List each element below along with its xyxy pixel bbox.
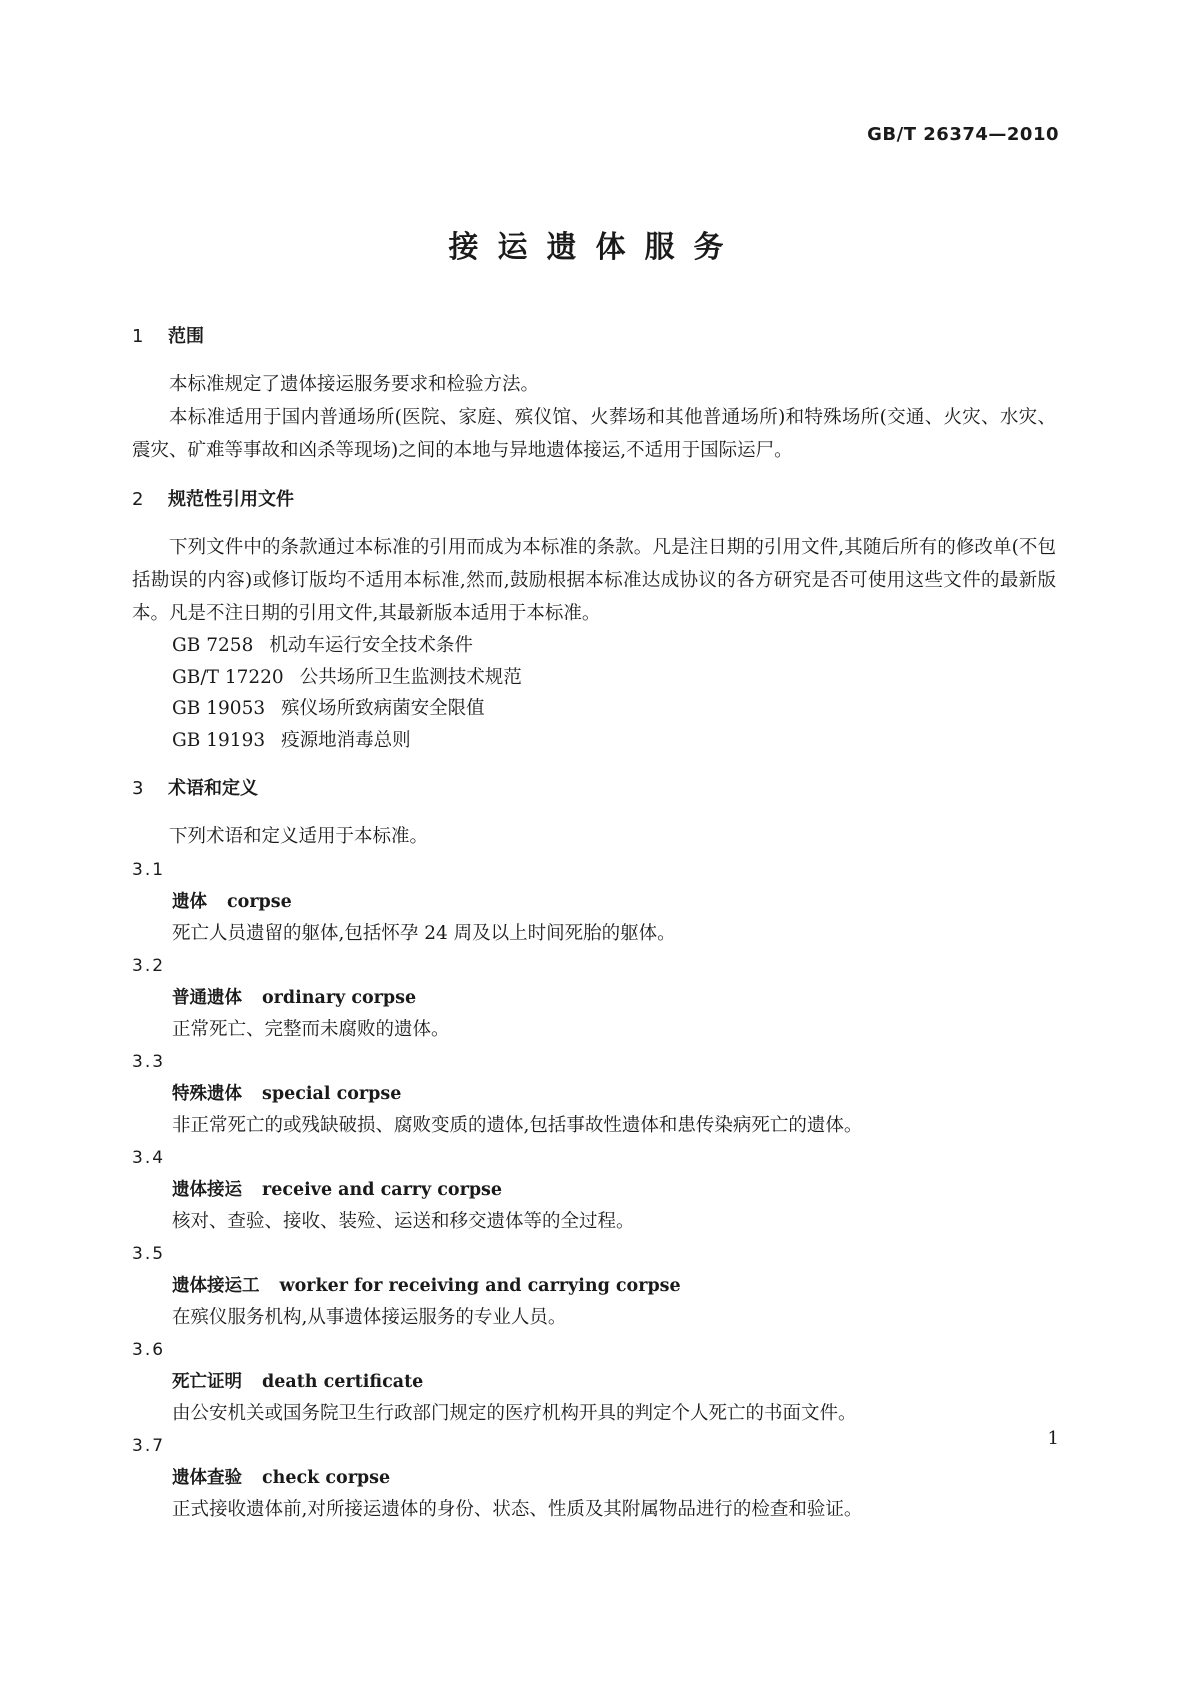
term-number: 3.2	[132, 956, 166, 976]
term-zh: 遗体查验	[172, 1468, 242, 1488]
term-heading	[132, 1367, 1056, 1398]
term-definition: 非正常死亡的或残缺破损、腐败变质的遗体,包括事故性遗体和患传染病死亡的遗体。	[172, 1115, 863, 1136]
term-number: 3.4	[132, 1148, 166, 1168]
reference-code: GB/T 17220	[172, 666, 284, 688]
reference-title: 机动车运行安全技术条件	[269, 635, 473, 656]
term-heading	[132, 983, 1056, 1014]
paragraph: 本标准适用于国内普通场所(医院、家庭、殡仪馆、火葬场和其他普通场所)和特殊场所(交通、火灾、水灾、震灾、矿难等事故和凶杀等现场)之间的本地与异地遗体接运,不适用于国际运尸。	[132, 407, 1056, 461]
term-en: corpse	[227, 892, 292, 912]
section-number: 3	[132, 778, 144, 799]
term-heading	[132, 1463, 1056, 1494]
section-heading-scope	[132, 322, 1056, 352]
term-number: 3.6	[132, 1340, 166, 1360]
term-zh: 遗体接运工	[172, 1276, 260, 1296]
term-definition: 在殡仪服务机构,从事遗体接运服务的专业人员。	[172, 1307, 567, 1328]
section-number: 1	[132, 326, 144, 347]
term-en: receive and carry corpse	[262, 1180, 503, 1200]
term-heading	[132, 1271, 1056, 1302]
term-number: 3.5	[132, 1244, 166, 1264]
term-definition: 核对、查验、接收、装殓、运送和移交遗体等的全过程。	[172, 1211, 635, 1232]
term-definition: 死亡人员遗留的躯体,包括怀孕 24 周及以上时间死胎的躯体。	[172, 923, 676, 944]
term-zh: 死亡证明	[172, 1372, 242, 1392]
standard-code: GB/T 26374—2010	[867, 124, 1059, 145]
reference-code: GB 19193	[172, 729, 266, 751]
term-en: check corpse	[262, 1468, 391, 1488]
term-zh: 遗体接运	[172, 1180, 242, 1200]
paragraph: 下列术语和定义适用于本标准。	[169, 826, 429, 847]
paragraph: 下列文件中的条款通过本标准的引用而成为本标准的条款。凡是注日期的引用文件,其随后所有的修改单(不包括勘误的内容)或修订版均不适用本标准,然而,鼓励根据本标准达成协议的各方研究是否可使用这些文件的最新版本。凡是不注日期的引用文件,其最新版本适用于本标准。	[132, 537, 1056, 624]
term-en: ordinary corpse	[262, 988, 417, 1008]
reference-code: GB 7258	[172, 635, 254, 656]
reference-item	[132, 630, 1056, 662]
term-zh: 遗体	[172, 892, 207, 912]
term-heading	[132, 1079, 1056, 1110]
reference-item	[132, 725, 1056, 757]
term-heading	[132, 1175, 1056, 1206]
section-title: 术语和定义	[168, 778, 258, 799]
section-heading-terms	[132, 774, 1056, 804]
reference-title: 公共场所卫生监测技术规范	[299, 666, 522, 688]
section-number: 2	[132, 489, 144, 510]
term-heading	[132, 887, 1056, 918]
term-definition: 由公安机关或国务院卫生行政部门规定的医疗机构开具的判定个人死亡的书面文件。	[172, 1403, 857, 1424]
reference-item	[132, 693, 1056, 725]
section-title: 规范性引用文件	[168, 489, 294, 510]
reference-title: 疫源地消毒总则	[281, 729, 411, 751]
reference-item	[132, 662, 1056, 694]
term-number: 3.7	[132, 1436, 166, 1456]
term-number: 3.1	[132, 860, 166, 880]
term-zh: 特殊遗体	[172, 1084, 242, 1104]
document-title: 接运遗体服务	[448, 230, 743, 265]
term-definition: 正式接收遗体前,对所接运遗体的身份、状态、性质及其附属物品进行的检查和验证。	[172, 1499, 863, 1520]
term-en: death certificate	[262, 1372, 424, 1392]
term-definition: 正常死亡、完整而未腐败的遗体。	[172, 1019, 450, 1040]
reference-code: GB 19053	[172, 698, 266, 719]
term-number: 3.3	[132, 1052, 166, 1072]
section-title: 范围	[168, 326, 204, 347]
term-zh: 普通遗体	[172, 988, 242, 1008]
term-en: worker for receiving and carrying corpse	[279, 1276, 681, 1296]
section-heading-normative-references	[132, 485, 1056, 515]
page-number: 1	[1047, 1428, 1059, 1449]
paragraph: 本标准规定了遗体接运服务要求和检验方法。	[169, 374, 540, 395]
reference-title: 殡仪场所致病菌安全限值	[281, 698, 485, 719]
term-en: special corpse	[262, 1084, 402, 1104]
document-body	[132, 322, 1056, 1525]
